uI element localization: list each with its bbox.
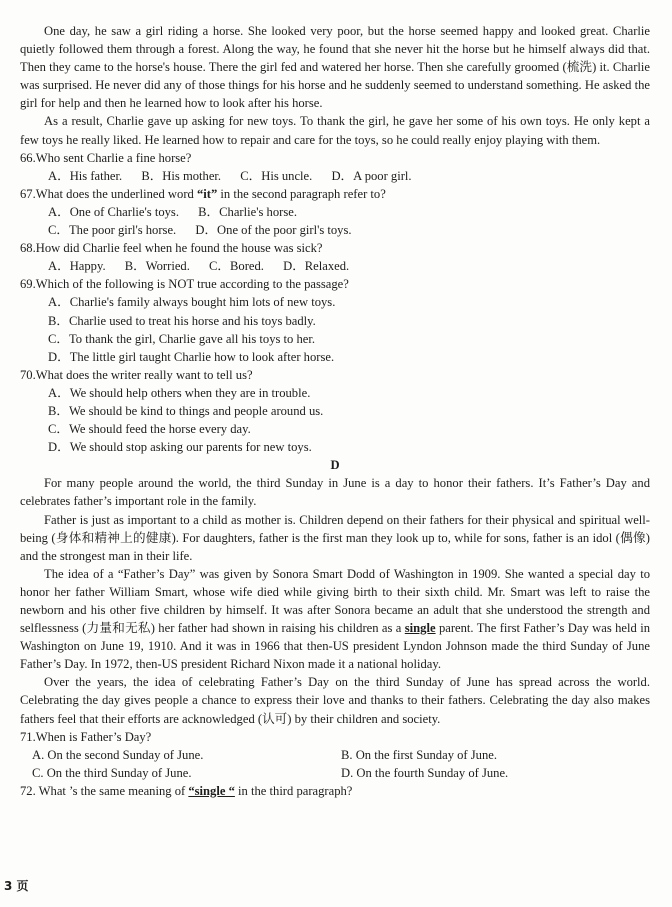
question-71-option-d: D. On the fourth Sunday of June. bbox=[341, 765, 509, 780]
question-67 bbox=[20, 185, 650, 239]
question-66-option-d: D．A poor girl. bbox=[331, 168, 412, 183]
passage-d-paragraph-4: Over the years, the idea of celebrating Father’s Day on the third Sunday of June has spread across the world. Celebrating the day gives people a chance to express their love and thanks to their fathers. Celebrating the day also makes fathers feel that their efforts are acknowledged (认可) by their children and society. bbox=[20, 675, 650, 726]
page-number: 3 页 bbox=[4, 878, 29, 893]
question-70-stem: 70.What does the writer really want to tell us? bbox=[20, 367, 253, 382]
question-71-option-b: B. On the first Sunday of June. bbox=[341, 747, 498, 762]
question-68-options bbox=[48, 257, 650, 275]
question-70-option-b: B．We should be kind to things and people around us. bbox=[48, 403, 324, 418]
passage-d-paragraph-3 bbox=[20, 565, 650, 674]
question-66-options bbox=[48, 167, 650, 185]
question-71-option-a: A. On the second Sunday of June. bbox=[32, 747, 204, 762]
question-67-stem-after: in the second paragraph refer to? bbox=[217, 186, 386, 201]
question-69-option-b: B．Charlie used to treat his horse and his toys badly. bbox=[48, 313, 316, 328]
question-70-option-d: D．We should stop asking our parents for new toys. bbox=[48, 440, 312, 455]
question-68-option-d: D．Relaxed. bbox=[283, 259, 350, 274]
question-72-stem bbox=[20, 782, 650, 800]
question-68-stem: 68.How did Charlie feel when he found the house was sick? bbox=[20, 241, 323, 256]
passage-c-paragraph-2-text: As a result, Charlie gave up asking for new toys. To thank the girl, he gave her some of his own toys. He only kept a few toys he really liked. He learned how to repair and care for the toys, so he could really enjoy playing with them. bbox=[20, 114, 650, 147]
question-71-stem: 71.When is Father’s Day? bbox=[20, 729, 152, 744]
question-67-option-b: B．Charlie's horse. bbox=[198, 204, 297, 219]
question-69-option-c: C．To thank the girl, Charlie gave all his toys to her. bbox=[48, 331, 316, 346]
question-67-options-row-2 bbox=[48, 221, 650, 239]
question-71-options-row-2 bbox=[32, 764, 650, 782]
question-66-option-a: A．His father. bbox=[48, 168, 123, 183]
passage-d-paragraph-3-before: The idea of a “Father’s Day” was given by Sonora Smart Dodd of Washington in 1909. She wanted a special day to honor her father William Smart, whose wife died while giving birth to their sixth child. Mr. Smart was left to raise the newborn and his other five children by himself. It was after Sonora became an adult that she understood the strength and selflessness (力量和无私) her father had shown in raising his children as a bbox=[20, 566, 650, 636]
question-67-stem bbox=[20, 185, 650, 203]
question-72-stem-before: 72. What ’s the same meaning of bbox=[20, 783, 189, 798]
passage-d-paragraph-1: For many people around the world, the third Sunday in June is a day to honor their fathers. It’s Father’s Day and celebrates father’s important role in the family. bbox=[20, 476, 650, 509]
question-67-option-a: A．One of Charlie's toys. bbox=[48, 204, 179, 219]
question-70 bbox=[20, 366, 650, 456]
underlined-word-single: single bbox=[404, 621, 436, 636]
question-67-stem-before: 67.What does the underlined word bbox=[20, 186, 197, 201]
question-72-stem-after: in the third paragraph? bbox=[234, 783, 353, 798]
question-72 bbox=[20, 782, 650, 800]
question-67-stem-word: “it” bbox=[196, 186, 218, 201]
question-68-option-b: B．Worried. bbox=[124, 259, 190, 274]
question-71 bbox=[20, 728, 650, 782]
passage-d-paragraph-3-after: parent. The first Father’s Day was held in Washington on June 19, 1910. And it was in 1966 that then-US president Lyndon Johnson made the third Sunday of June Father’s Day. In 1972, then-US president Richard Nixon made it a national holiday. bbox=[20, 621, 650, 672]
question-66 bbox=[20, 149, 650, 185]
question-68-option-c: C．Bored. bbox=[209, 259, 264, 274]
question-68-option-a: A．Happy. bbox=[48, 259, 106, 274]
question-69-option-a: A．Charlie's family always bought him lots of new toys. bbox=[48, 295, 336, 310]
question-66-stem: 66.Who sent Charlie a fine horse? bbox=[20, 150, 192, 165]
question-69-option-d: D．The little girl taught Charlie how to look after horse. bbox=[48, 349, 335, 364]
question-69 bbox=[20, 275, 650, 365]
question-72-stem-word: “single “ bbox=[188, 783, 235, 798]
question-67-option-c: C．The poor girl's horse. bbox=[48, 223, 177, 238]
passage-c-paragraph-1: One day, he saw a girl riding a horse. She looked very poor, but the horse seemed happy and looked great. Charlie quietly followed them through a forest. Along the way, he found that she never hit the horse but he himself always did that. Then they came to the horse's house. There the girl fed and watered her horse. Then she carefully groomed (梳洗) it. Charlie was surprised. He never did any of those things for his horse and he suddenly seemed to understand something. He asked the girl for help and then he learned how to look after his horse. bbox=[20, 24, 650, 111]
question-71-options-row-1 bbox=[32, 746, 650, 764]
question-71-option-c: C. On the third Sunday of June. bbox=[32, 765, 192, 780]
question-69-stem: 69.Which of the following is NOT true according to the passage? bbox=[20, 277, 349, 292]
question-67-option-d: D．One of the poor girl's toys. bbox=[195, 223, 352, 238]
question-67-options-row-1 bbox=[48, 203, 650, 221]
question-66-option-b: B．His mother. bbox=[141, 168, 222, 183]
question-70-option-a: A．We should help others when they are in trouble. bbox=[48, 385, 311, 400]
passage-c-paragraph-2 bbox=[20, 112, 650, 148]
exam-page bbox=[20, 22, 650, 800]
question-68 bbox=[20, 239, 650, 275]
passage-d-paragraph-2: Father is just as important to a child as mother is. Children depend on their fathers for their physical and spiritual well-being (身体和精神上的健康). For daughters, father is the first man they look up to, while for sons, father is an idol (偶像) and the strongest man in their life. bbox=[20, 512, 650, 563]
section-d-title: D bbox=[330, 458, 340, 473]
question-70-option-c: C．We should feed the horse every day. bbox=[48, 422, 251, 437]
question-66-option-c: C．His uncle. bbox=[240, 168, 313, 183]
